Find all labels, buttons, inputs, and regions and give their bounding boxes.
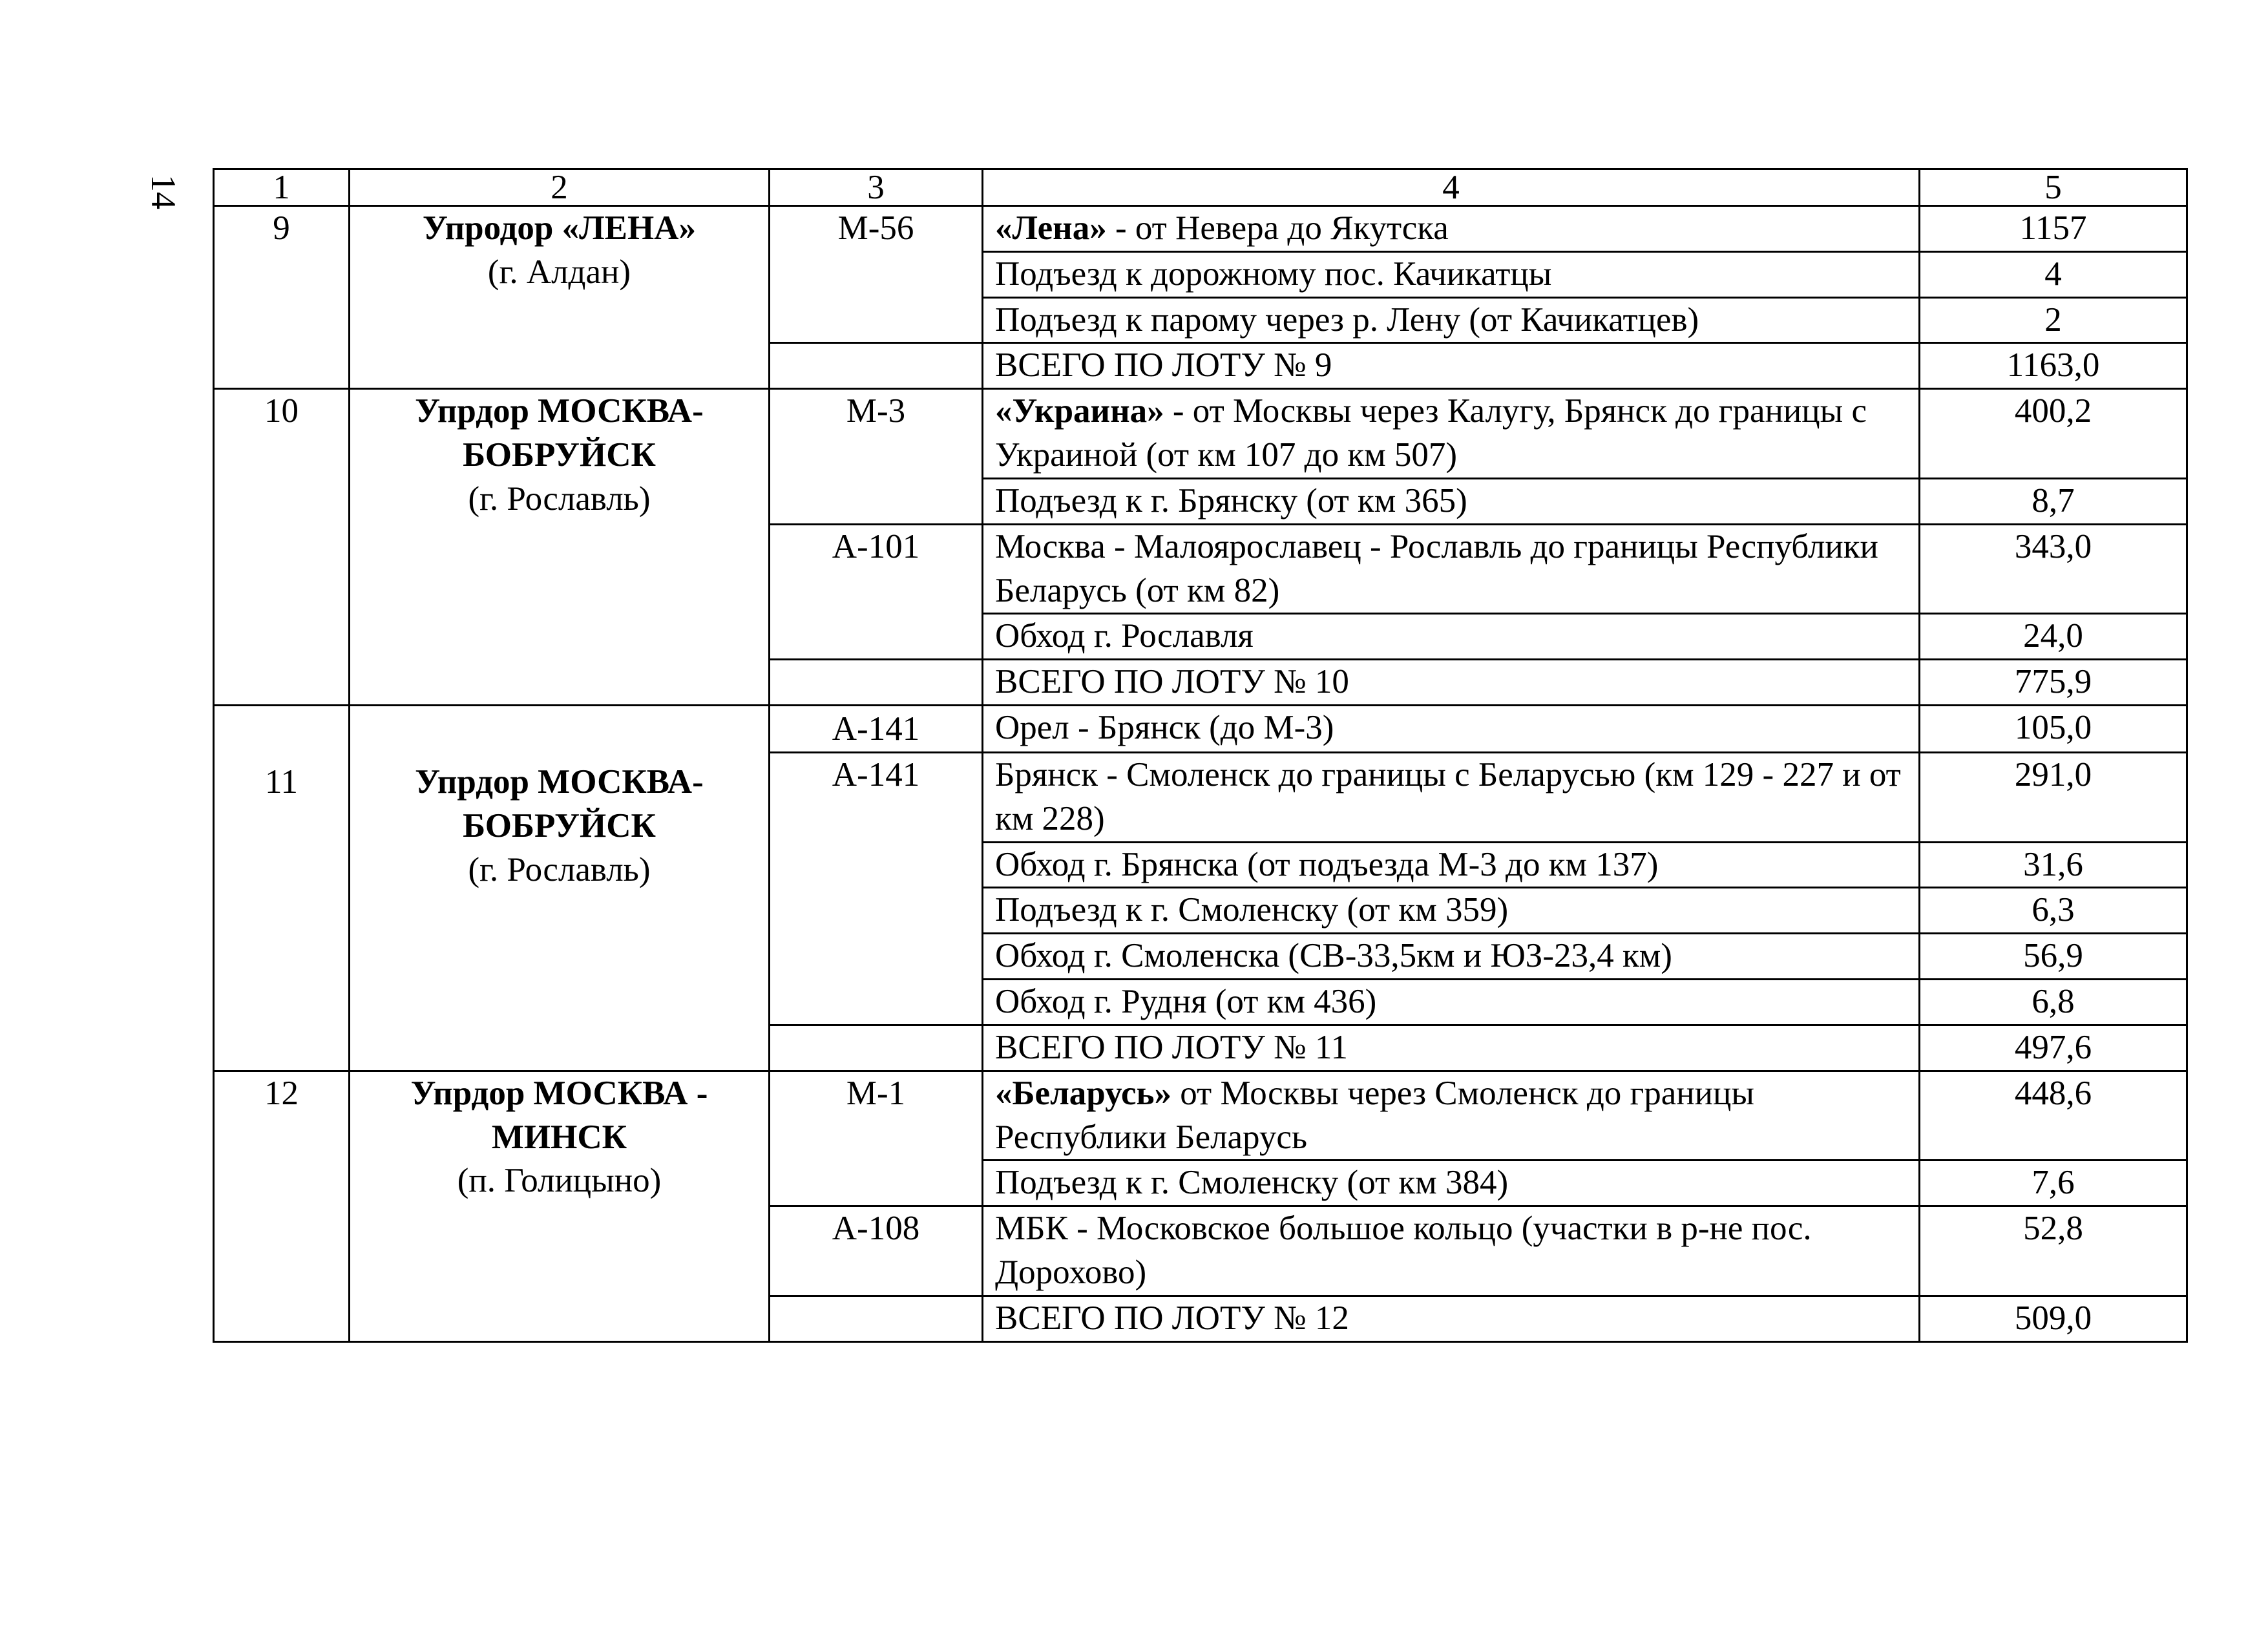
lot-number: 9 (214, 206, 350, 389)
header-cell-4: 4 (983, 169, 1920, 206)
header-cell-5: 5 (1920, 169, 2187, 206)
organization-city: (г. Рославль) (468, 479, 651, 518)
lot-organization (350, 206, 770, 389)
organization-name: Упрдор МОСКВА-БОБРУЙСК (415, 763, 704, 845)
road-description: Обход г. Рудня (от км 436) (983, 980, 1920, 1025)
lot-total-value: 775,9 (1920, 660, 2187, 706)
lot-organization (350, 706, 770, 1071)
road-description (983, 1071, 1920, 1161)
road-code-empty (770, 660, 983, 706)
road-code: А-108 (770, 1206, 983, 1296)
road-description: Подъезд к г. Смоленску (от км 359) (983, 888, 1920, 934)
header-cell-3: 3 (770, 169, 983, 206)
lot-total-label: ВСЕГО ПО ЛОТУ № 10 (983, 660, 1920, 706)
organization-city: (г. Алдан) (487, 253, 631, 291)
road-route: - от Невера до Якутска (1106, 209, 1449, 247)
road-description: Обход г. Рославля (983, 614, 1920, 660)
road-code: М-56 (770, 206, 983, 343)
lot-number: 11 (214, 706, 350, 1071)
road-code: М-3 (770, 389, 983, 524)
lot-number: 12 (214, 1071, 350, 1341)
road-length: 8,7 (1920, 478, 2187, 524)
road-length: 56,9 (1920, 934, 2187, 980)
table-row (214, 1071, 2187, 1161)
header-cell-1: 1 (214, 169, 350, 206)
road-name: «Беларусь» (995, 1074, 1171, 1112)
lot-organization (350, 389, 770, 706)
road-code: А-141 (770, 752, 983, 1025)
road-description: Подъезд к г. Смоленску (от км 384) (983, 1161, 1920, 1206)
road-description: Брянск - Смоленск до границы с Беларусью (км 129 - 227 и от км 228) (983, 752, 1920, 842)
lot-total-label: ВСЕГО ПО ЛОТУ № 11 (983, 1025, 1920, 1071)
road-code: А-101 (770, 524, 983, 659)
road-length: 400,2 (1920, 389, 2187, 479)
road-route: от Москвы через Смоленск до границы Республики Беларусь (995, 1074, 1755, 1156)
road-description: Орел - Брянск (до М-3) (983, 706, 1920, 753)
road-length: 31,6 (1920, 842, 2187, 888)
lot-total-value: 497,6 (1920, 1025, 2187, 1071)
lot-total-value: 509,0 (1920, 1296, 2187, 1341)
road-code: А-141 (770, 706, 983, 753)
road-length: 7,6 (1920, 1161, 2187, 1206)
table-row (214, 206, 2187, 252)
road-route: - от Москвы через Калугу, Брянск до границы с Украиной (от км 107 до км 507) (995, 392, 1867, 474)
organization-name: Упрдор МОСКВА-БОБРУЙСК (415, 392, 704, 474)
road-length: 4 (1920, 251, 2187, 297)
header-row (214, 169, 2187, 206)
road-length: 52,8 (1920, 1206, 2187, 1296)
road-length: 343,0 (1920, 524, 2187, 614)
road-length: 1157 (1920, 206, 2187, 252)
organization-name: Упродор «ЛЕНА» (423, 209, 696, 247)
road-length: 6,3 (1920, 888, 2187, 934)
road-code-empty (770, 1296, 983, 1341)
road-code-empty (770, 343, 983, 389)
lot-number: 10 (214, 389, 350, 706)
road-description: Обход г. Смоленска (СВ-33,5км и ЮЗ-23,4 км) (983, 934, 1920, 980)
road-description: Подъезд к парому через р. Лену (от Качикатцев) (983, 297, 1920, 343)
road-name: «Украина» (995, 392, 1164, 430)
road-description (983, 206, 1920, 252)
page-number: 14 (144, 174, 183, 209)
road-description: Подъезд к г. Брянску (от км 365) (983, 478, 1920, 524)
lot-total-label: ВСЕГО ПО ЛОТУ № 12 (983, 1296, 1920, 1341)
road-description: МБК - Московское большое кольцо (участки в р-не пос. Дорохово) (983, 1206, 1920, 1296)
road-description: Обход г. Брянска (от подъезда М-3 до км 137) (983, 842, 1920, 888)
road-code: М-1 (770, 1071, 983, 1206)
road-length: 291,0 (1920, 752, 2187, 842)
road-name: «Лена» (995, 209, 1107, 247)
roads-table (213, 168, 2188, 1343)
road-description: Подъезд к дорожному пос. Качикатцы (983, 251, 1920, 297)
road-code-empty (770, 1025, 983, 1071)
lot-organization (350, 1071, 770, 1341)
road-length: 448,6 (1920, 1071, 2187, 1161)
road-description (983, 389, 1920, 479)
road-length: 24,0 (1920, 614, 2187, 660)
header-cell-2: 2 (350, 169, 770, 206)
organization-city: (п. Голицыно) (457, 1162, 662, 1200)
lot-total-label: ВСЕГО ПО ЛОТУ № 9 (983, 343, 1920, 389)
lot-total-value: 1163,0 (1920, 343, 2187, 389)
road-length: 105,0 (1920, 706, 2187, 753)
organization-name: Упрдор МОСКВА - МИНСК (410, 1074, 708, 1156)
road-length: 2 (1920, 297, 2187, 343)
table-row (214, 389, 2187, 479)
organization-city: (г. Рославль) (468, 850, 651, 888)
table-row (214, 706, 2187, 753)
road-description: Москва - Малоярославец - Рославль до границы Республики Беларусь (от км 82) (983, 524, 1920, 614)
road-length: 6,8 (1920, 980, 2187, 1025)
